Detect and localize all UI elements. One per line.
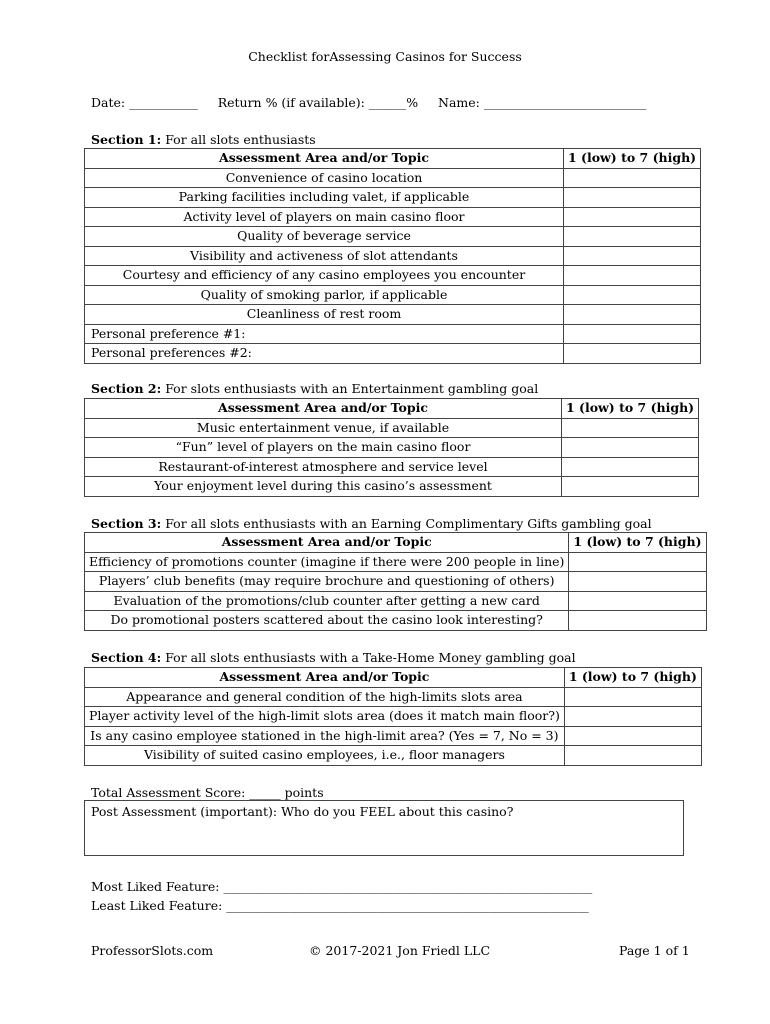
topic-cell: Quality of smoking parlor, if applicable <box>85 285 564 305</box>
table-row <box>85 285 701 305</box>
table-header-row <box>85 533 707 553</box>
footer-page-number: Page 1 of 1 <box>619 943 690 958</box>
section-4-table <box>84 667 702 766</box>
table-row <box>85 207 701 227</box>
table-row <box>85 246 701 266</box>
table-row <box>85 344 701 364</box>
section-2-heading <box>91 381 538 396</box>
section-number: Section 4: <box>91 650 162 665</box>
rating-cell[interactable] <box>562 477 699 497</box>
topic-cell: Evaluation of the promotions/club counter after getting a new card <box>85 591 569 611</box>
document-title: Checklist forAssessing Casinos for Success <box>248 49 522 64</box>
table-row <box>85 552 707 572</box>
least-liked-feature-line: Least Liked Feature: __________________________________________________________ <box>91 898 589 913</box>
section-1-table <box>84 148 701 364</box>
topic-cell: Do promotional posters scattered about the casino look interesting? <box>85 611 569 631</box>
topic-cell: Cleanliness of rest room <box>85 305 564 325</box>
table-row <box>85 266 701 286</box>
topic-header: Assessment Area and/or Topic <box>85 533 569 553</box>
table-row <box>85 168 701 188</box>
topic-cell: Quality of beverage service <box>85 227 564 247</box>
section-3-heading <box>91 516 652 531</box>
table-header-row <box>85 399 699 419</box>
section-3-table <box>84 532 707 631</box>
rating-cell[interactable] <box>564 266 701 286</box>
section-number: Section 3: <box>91 516 162 531</box>
rating-cell[interactable] <box>564 726 701 746</box>
topic-cell: “Fun” level of players on the main casino floor <box>85 438 562 458</box>
section-2-table <box>84 398 699 497</box>
rating-cell[interactable] <box>564 324 701 344</box>
rating-cell[interactable] <box>564 188 701 208</box>
topic-header: Assessment Area and/or Topic <box>85 149 564 169</box>
rating-cell[interactable] <box>564 207 701 227</box>
table-row <box>85 305 701 325</box>
topic-cell: Courtesy and efficiency of any casino employees you encounter <box>85 266 564 286</box>
rating-cell[interactable] <box>564 305 701 325</box>
most-liked-feature-line: Most Liked Feature: ___________________________________________________________ <box>91 879 593 894</box>
table-row <box>85 726 702 746</box>
rating-cell[interactable] <box>564 344 701 364</box>
table-row <box>85 746 702 766</box>
rating-header: 1 (low) to 7 (high) <box>564 668 701 688</box>
topic-cell: Music entertainment venue, if available <box>85 418 562 438</box>
topic-cell: Player activity level of the high-limit slots area (does it match main floor?) <box>85 707 565 727</box>
topic-header: Assessment Area and/or Topic <box>85 668 565 688</box>
topic-cell: Activity level of players on main casino floor <box>85 207 564 227</box>
rating-cell[interactable] <box>569 552 706 572</box>
rating-header: 1 (low) to 7 (high) <box>564 149 701 169</box>
personal-preference-cell[interactable]: Personal preference #1: <box>85 324 564 344</box>
topic-header: Assessment Area and/or Topic <box>85 399 562 419</box>
rating-cell[interactable] <box>569 611 706 631</box>
section-description: For all slots enthusiasts with an Earning Complimentary Gifts gambling goal <box>165 516 652 531</box>
topic-cell: Visibility of suited casino employees, i.e., floor managers <box>85 746 565 766</box>
table-row <box>85 457 699 477</box>
topic-cell: Appearance and general condition of the high-limits slots area <box>85 687 565 707</box>
table-row <box>85 227 701 247</box>
topic-cell: Players’ club benefits (may require brochure and questioning of others) <box>85 572 569 592</box>
section-4-heading <box>91 650 576 665</box>
rating-header: 1 (low) to 7 (high) <box>562 399 699 419</box>
rating-header: 1 (low) to 7 (high) <box>569 533 706 553</box>
topic-cell: Restaurant-of-interest atmosphere and service level <box>85 457 562 477</box>
rating-cell[interactable] <box>564 285 701 305</box>
rating-cell[interactable] <box>562 438 699 458</box>
footer-site: ProfessorSlots.com <box>91 943 214 958</box>
rating-cell[interactable] <box>564 227 701 247</box>
section-number: Section 2: <box>91 381 162 396</box>
table-row <box>85 591 707 611</box>
table-header-row <box>85 668 702 688</box>
section-description: For slots enthusiasts with an Entertainment gambling goal <box>165 381 539 396</box>
table-row <box>85 687 702 707</box>
rating-cell[interactable] <box>564 168 701 188</box>
table-header-row <box>85 149 701 169</box>
rating-cell[interactable] <box>562 457 699 477</box>
section-description: For all slots enthusiasts with a Take-Home Money gambling goal <box>165 650 576 665</box>
table-row <box>85 707 702 727</box>
total-score-line: Total Assessment Score: _____ points <box>91 785 324 800</box>
table-row <box>85 611 707 631</box>
topic-cell: Convenience of casino location <box>85 168 564 188</box>
table-row <box>85 324 701 344</box>
section-number: Section 1: <box>91 132 162 147</box>
table-row <box>85 438 699 458</box>
rating-cell[interactable] <box>564 687 701 707</box>
post-assessment-box[interactable]: Post Assessment (important): Who do you FEEL about this casino? <box>84 800 684 856</box>
topic-cell: Efficiency of promotions counter (imagine if there were 200 people in line) <box>85 552 569 572</box>
rating-cell[interactable] <box>564 246 701 266</box>
table-row <box>85 418 699 438</box>
table-row <box>85 188 701 208</box>
footer-copyright: © 2017-2021 Jon Friedl LLC <box>309 943 491 958</box>
topic-cell: Visibility and activeness of slot attendants <box>85 246 564 266</box>
rating-cell[interactable] <box>564 746 701 766</box>
table-row <box>85 572 707 592</box>
personal-preference-cell[interactable]: Personal preferences #2: <box>85 344 564 364</box>
rating-cell[interactable] <box>569 591 706 611</box>
topic-cell: Is any casino employee stationed in the high-limit area? (Yes = 7, No = 3) <box>85 726 565 746</box>
rating-cell[interactable] <box>569 572 706 592</box>
section-description: For all slots enthusiasts <box>165 132 316 147</box>
rating-cell[interactable] <box>562 418 699 438</box>
rating-cell[interactable] <box>564 707 701 727</box>
info-line: Date: ___________ Return % (if available): ______% Name: __________________________ <box>91 95 647 110</box>
topic-cell: Your enjoyment level during this casino’s assessment <box>85 477 562 497</box>
table-row <box>85 477 699 497</box>
topic-cell: Parking facilities including valet, if applicable <box>85 188 564 208</box>
section-1-heading <box>91 132 316 147</box>
